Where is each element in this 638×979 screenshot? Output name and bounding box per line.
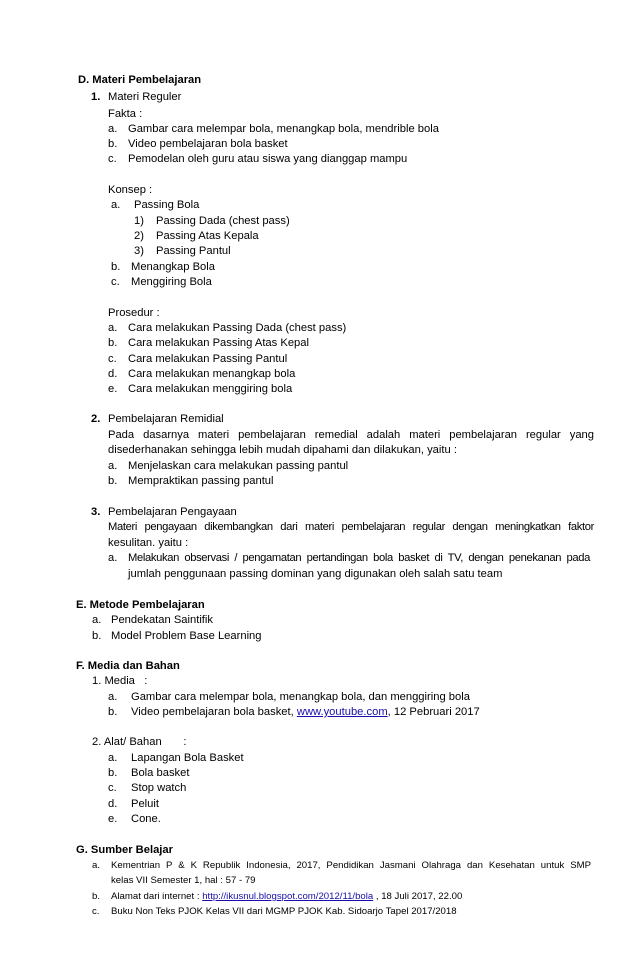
section-e-heading: E. Metode Pembelajaran bbox=[76, 599, 205, 611]
list-item: Cara melakukan Passing Atas Kepal bbox=[128, 337, 309, 349]
reference-item: Kementrian P & K Republik Indonesia, 2017, Pendidikan Jasmani Olahraga dan Kesehatan untuk SMP bbox=[111, 860, 591, 871]
list-marker: b. bbox=[108, 337, 118, 349]
list-item: Mempraktikan passing pantul bbox=[128, 475, 274, 487]
paragraph-line: kesulitan. yaitu : bbox=[108, 537, 189, 549]
list-item: Bola basket bbox=[131, 767, 190, 779]
subsection-title-reguler: Materi Reguler bbox=[108, 91, 182, 103]
list-number: 2. bbox=[91, 413, 101, 425]
paragraph-line: Pada dasarnya materi pembelajaran remedial adalah materi pembelajaran regular yang bbox=[108, 429, 594, 441]
list-marker: a. bbox=[92, 860, 101, 871]
list-item: Cara melakukan menangkap bola bbox=[128, 368, 296, 380]
list-marker: b. bbox=[108, 767, 118, 779]
list-marker: b. bbox=[108, 475, 118, 487]
list-item: Passing Pantul bbox=[156, 245, 231, 257]
konsep-label: Konsep : bbox=[108, 184, 153, 196]
subsection-title-remedial: Pembelajaran Remidial bbox=[108, 413, 224, 425]
list-marker: a. bbox=[92, 614, 102, 626]
alat-label: 2. Alat/ Bahan : bbox=[92, 736, 187, 748]
list-marker: b. bbox=[92, 630, 102, 642]
list-marker: a. bbox=[108, 322, 118, 334]
list-item: Passing Dada (chest pass) bbox=[156, 215, 290, 227]
list-marker: a. bbox=[108, 460, 118, 472]
list-marker: b. bbox=[108, 706, 118, 718]
list-item-text: , 12 Pebruari 2017 bbox=[387, 706, 480, 718]
list-item-text: Video pembelajaran bola basket, bbox=[131, 706, 297, 718]
list-marker: 3) bbox=[134, 245, 144, 257]
list-marker: c. bbox=[92, 906, 100, 917]
list-item: Cara melakukan menggiring bola bbox=[128, 383, 293, 395]
list-item: Video pembelajaran bola basket bbox=[128, 138, 288, 150]
list-item: Stop watch bbox=[131, 782, 187, 794]
list-marker: b. bbox=[92, 891, 101, 902]
list-marker: a. bbox=[111, 199, 121, 211]
prosedur-label: Prosedur : bbox=[108, 307, 160, 319]
list-marker: e. bbox=[108, 813, 118, 825]
reference-text: Alamat dari internet : bbox=[111, 891, 203, 902]
list-marker: 2) bbox=[134, 230, 144, 242]
list-item: Melakukan observasi / pengamatan pertandingan bola basket di TV, dengan penekanan pada bbox=[128, 552, 590, 564]
list-item: Menjelaskan cara melakukan passing pantul bbox=[128, 460, 349, 472]
list-item: Gambar cara melempar bola, menangkap bola, mendrible bola bbox=[128, 123, 439, 135]
list-marker: e. bbox=[108, 383, 118, 395]
list-item: Menangkap Bola bbox=[131, 261, 215, 273]
section-g-heading: G. Sumber Belajar bbox=[76, 844, 173, 856]
section-f-heading: F. Media dan Bahan bbox=[76, 660, 180, 672]
blog-link[interactable]: http://ikusnul.blogspot.com/2012/11/bola bbox=[202, 891, 374, 902]
list-item: Passing Bola bbox=[134, 199, 200, 211]
youtube-link[interactable]: www.youtube.com bbox=[296, 706, 388, 718]
paragraph-line: Materi pengayaan dikembangkan dari materi pembelajaran regular dengan meningkatkan faktor bbox=[108, 521, 594, 533]
list-marker: b. bbox=[111, 261, 121, 273]
section-d-heading: D. Materi Pembelajaran bbox=[78, 74, 202, 86]
reference-item: Buku Non Teks PJOK Kelas VII dari MGMP PJOK Kab. Sidoarjo Tapel 2017/2018 bbox=[111, 906, 457, 917]
list-item: Lapangan Bola Basket bbox=[131, 752, 244, 764]
list-item: Cone. bbox=[131, 813, 161, 825]
list-marker: c. bbox=[108, 353, 117, 365]
list-marker: c. bbox=[108, 782, 117, 794]
subsection-title-pengayaan: Pembelajaran Pengayaan bbox=[108, 506, 237, 518]
list-item: Pemodelan oleh guru atau siswa yang dianggap mampu bbox=[128, 153, 408, 165]
media-label: 1. Media : bbox=[92, 675, 148, 687]
list-item: Passing Atas Kepala bbox=[156, 230, 259, 242]
list-marker: a. bbox=[108, 691, 118, 703]
list-marker: a. bbox=[108, 123, 118, 135]
list-marker: c. bbox=[111, 276, 120, 288]
list-item: Menggiring Bola bbox=[131, 276, 212, 288]
list-item: Peluit bbox=[131, 798, 159, 810]
reference-item-continued: kelas VII Semester 1, hal : 57 - 79 bbox=[111, 875, 256, 886]
list-number: 1. bbox=[91, 91, 101, 103]
list-item: Cara melakukan Passing Dada (chest pass) bbox=[128, 322, 347, 334]
paragraph-line: disederhanakan sehingga lebih mudah dipahami dan dilakukan, yaitu : bbox=[108, 444, 457, 456]
list-marker: c. bbox=[108, 153, 117, 165]
list-item: Cara melakukan Passing Pantul bbox=[128, 353, 288, 365]
list-marker: b. bbox=[108, 138, 118, 150]
list-marker: d. bbox=[108, 368, 118, 380]
reference-text: , 18 Juli 2017, 22.00 bbox=[373, 891, 463, 902]
list-marker: a. bbox=[108, 752, 118, 764]
list-item bbox=[131, 705, 480, 720]
list-item: Model Problem Base Learning bbox=[111, 630, 262, 642]
list-item: Pendekatan Saintifik bbox=[111, 614, 213, 626]
fakta-label: Fakta : bbox=[108, 108, 143, 120]
list-item-continued: jumlah penggunaan passing dominan yang digunakan oleh salah satu team bbox=[128, 568, 503, 580]
list-number: 3. bbox=[91, 506, 101, 518]
list-marker: d. bbox=[108, 798, 118, 810]
reference-item bbox=[111, 889, 462, 904]
list-marker: a. bbox=[108, 552, 118, 564]
list-item: Gambar cara melempar bola, menangkap bola, dan menggiring bola bbox=[131, 691, 470, 703]
list-marker: 1) bbox=[134, 215, 144, 227]
